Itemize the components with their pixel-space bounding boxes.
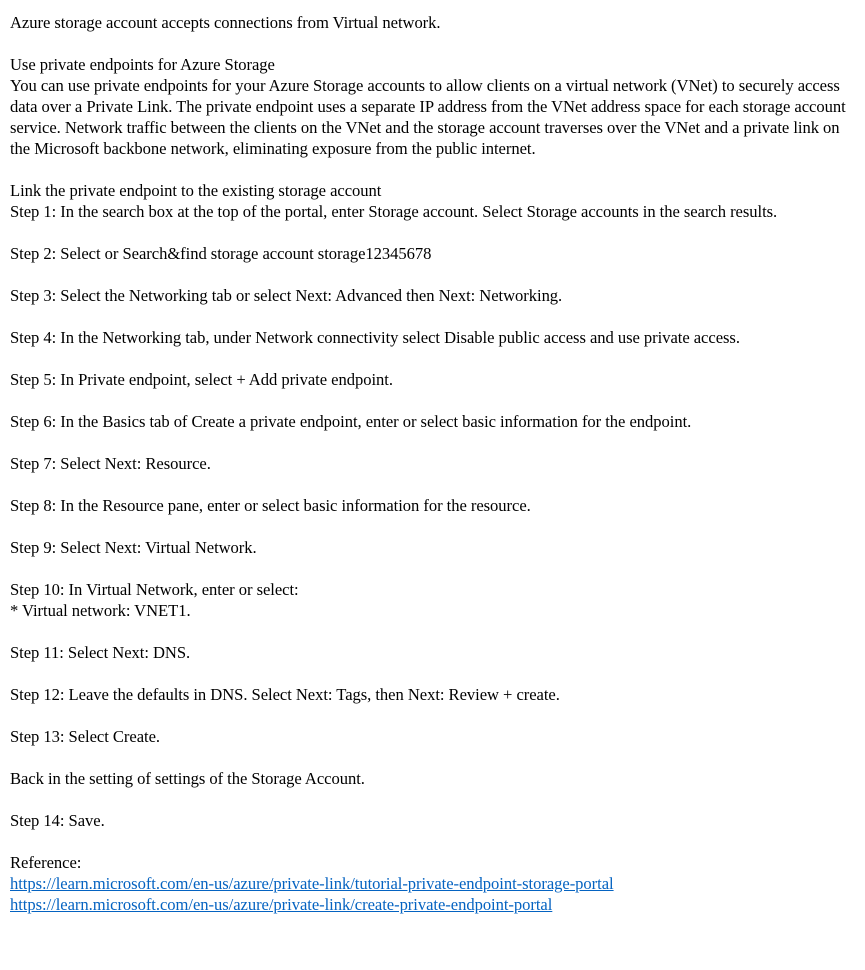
step-6: Step 6: In the Basics tab of Create a private endpoint, enter or select basic information for the endpoint. <box>10 412 692 431</box>
section-body: You can use private endpoints for your Azure Storage accounts to allow clients on a virtual network (VNet) to securely access data over a Private Link. The private endpoint uses a separate IP address from the VNet address space for each storage account service. Network traffic between the clients on the VNet and the storage account traverses over the VNet and a private link on the Microsoft backbone network, eliminating exposure from the public internet. <box>10 76 846 158</box>
step-4: Step 4: In the Networking tab, under Network connectivity select Disable public access and use private access. <box>10 328 740 347</box>
section-title: Link the private endpoint to the existing storage account <box>10 181 382 200</box>
step-11: Step 11: Select Next: DNS. <box>10 643 191 662</box>
reference-link[interactable]: https://learn.microsoft.com/en-us/azure/private-link/create-private-endpoint-portal <box>10 895 553 914</box>
reference-label: Reference: <box>10 853 82 872</box>
step-14: Step 14: Save. <box>10 811 105 830</box>
step-10-detail: * Virtual network: VNET1. <box>10 601 191 620</box>
reference-link[interactable]: https://learn.microsoft.com/en-us/azure/private-link/tutorial-private-endpoint-storage-portal <box>10 874 614 893</box>
step-5: Step 5: In Private endpoint, select + Add private endpoint. <box>10 370 393 389</box>
step-2: Step 2: Select or Search&find storage account storage12345678 <box>10 244 432 263</box>
step-12: Step 12: Leave the defaults in DNS. Select Next: Tags, then Next: Review + create. <box>10 685 560 704</box>
step-13: Step 13: Select Create. <box>10 727 160 746</box>
step-9: Step 9: Select Next: Virtual Network. <box>10 538 257 557</box>
step-8: Step 8: In the Resource pane, enter or select basic information for the resource. <box>10 496 531 515</box>
step-1: Step 1: In the search box at the top of the portal, enter Storage account. Select Storage accounts in the search results. <box>10 202 778 221</box>
step-10: Step 10: In Virtual Network, enter or select: <box>10 580 299 599</box>
step-7: Step 7: Select Next: Resource. <box>10 454 211 473</box>
back-note: Back in the setting of settings of the Storage Account. <box>10 769 365 788</box>
intro-text: Azure storage account accepts connections from Virtual network. <box>10 13 441 32</box>
step-3: Step 3: Select the Networking tab or select Next: Advanced then Next: Networking. <box>10 286 563 305</box>
section-title: Use private endpoints for Azure Storage <box>10 55 275 74</box>
